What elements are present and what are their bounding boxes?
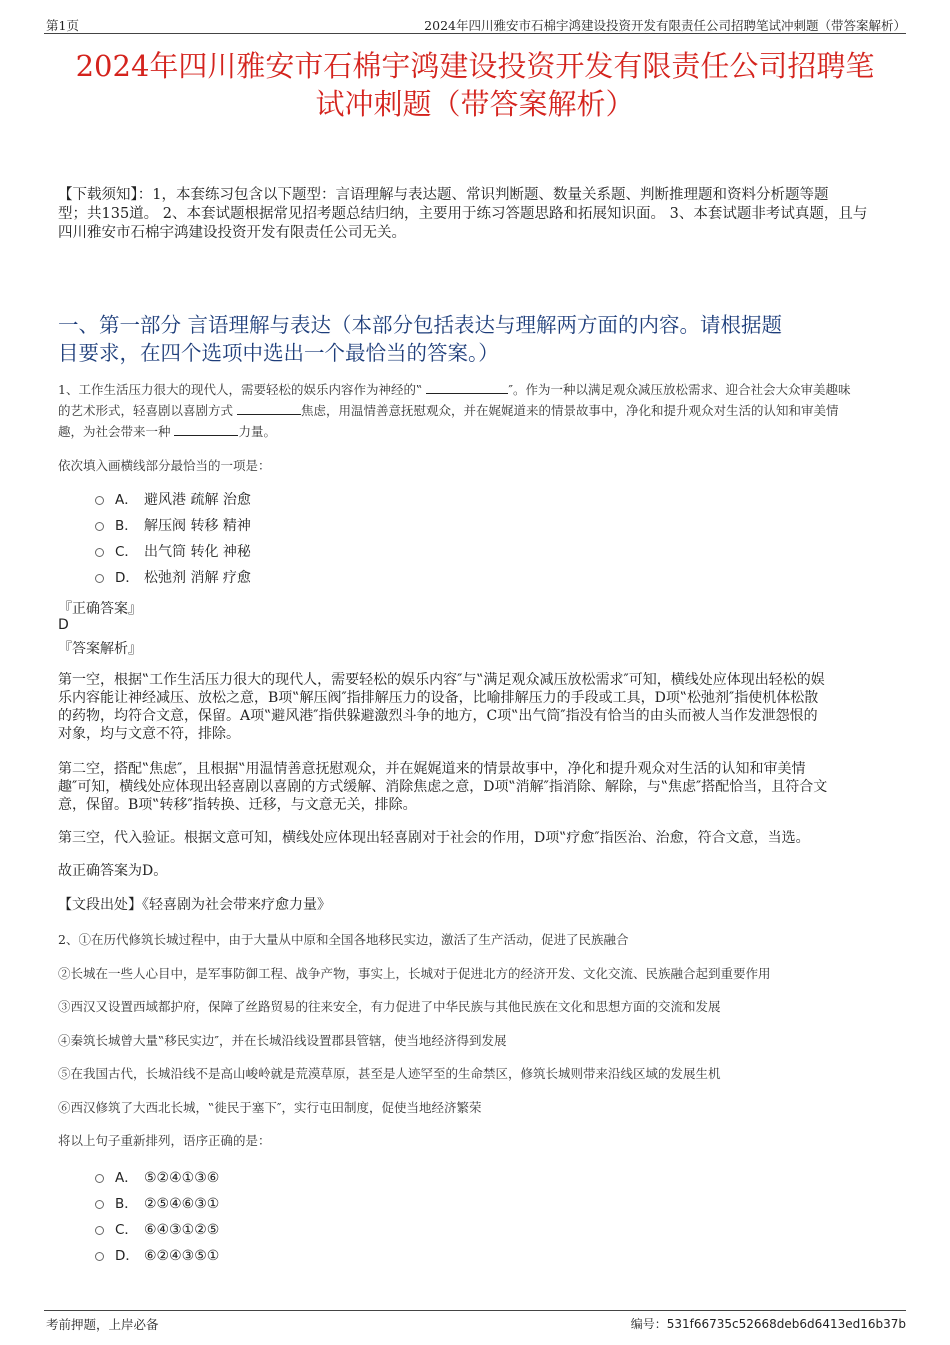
- stem-text: 1、工作生活压力很大的现代人，需要轻松的娱乐内容作为神经的‟: [58, 382, 427, 397]
- question-2-sentence-2: ②长城在一些人心目中，是军事防御工程、战争产物，事实上，长城对于促进北方的经济开发、文化交流、民族融合起到重要作用: [58, 966, 771, 981]
- analysis-para-2-line1: 第二空，搭配‟焦虑″，且根据‟用温情善意抚慰观众，并在娓娓道来的情景故事中，净化和提升观众对生活的认知和审美情: [58, 761, 806, 777]
- option-key: D．: [115, 570, 139, 586]
- question-2-prompt: 将以上句子重新排列，语序正确的是：: [58, 1133, 271, 1148]
- radio-icon[interactable]: [95, 1252, 104, 1261]
- footer-slogan: 考前押题，上岸必备: [46, 1317, 159, 1332]
- q2-option-d[interactable]: [95, 1246, 219, 1266]
- fill-blank-2: [237, 402, 301, 415]
- option-text: ②⑤④⑥③①: [144, 1196, 220, 1212]
- analysis-conclusion: 故正确答案为D。: [58, 863, 168, 879]
- option-key: A．: [115, 492, 138, 508]
- analysis-para-1-line3: 的药物，均符合文意，保留。A项‟避风港″指供躲避激烈斗争的地方，C项‟出气筒″指没有恰当的由头而被人当作发泄怨恨的: [58, 708, 818, 724]
- option-key: B．: [115, 518, 138, 534]
- analysis-para-1-line2: 乐内容能让神经减压、放松之意，B项‟解压阀″指排解压力的设备，比喻排解压力的手段或工具，D项‟松弛剂″指使机体松散: [58, 690, 819, 706]
- fill-blank-1: [426, 381, 508, 394]
- document-title-line1: 2024年四川雅安市石棉宇鸿建设投资开发有限责任公司招聘笔: [75, 49, 875, 83]
- option-key: C．: [115, 544, 138, 560]
- analysis-para-3: 第三空，代入验证。根据文意可知，横线处应体现出轻喜剧对于社会的作用，D项‟疗愈″指医治、治愈，符合文意，当选。: [58, 830, 810, 846]
- question-1-stem-line2: [58, 401, 900, 421]
- footer-doc-id: 编号：531f66735c52668deb6d6413ed16b37b: [630, 1317, 906, 1331]
- correct-answer-value: D: [58, 617, 69, 633]
- download-notice-line3: 四川雅安市石棉宇鸿建设投资开发有限责任公司无关。: [58, 225, 406, 241]
- source-citation: 【文段出处】《轻喜剧为社会带来疗愈力量》: [58, 897, 331, 913]
- fill-blank-3: [174, 423, 238, 436]
- option-text: 解压阀 转移 精神: [144, 518, 251, 534]
- option-text: ⑥②④③⑤①: [144, 1248, 220, 1264]
- option-a[interactable]: [95, 490, 251, 510]
- stem-text: 焦虑，用温情善意抚慰观众，并在娓娓道来的情景故事中，净化和提升观众对生活的认知和审美情: [300, 403, 839, 418]
- option-text: 松弛剂 消解 疗愈: [144, 570, 251, 586]
- page-number: 第1页: [46, 18, 79, 33]
- radio-icon[interactable]: [95, 522, 104, 531]
- stem-text: 趣，为社会带来一种: [58, 424, 175, 439]
- option-b[interactable]: [95, 516, 251, 536]
- download-notice-line1: 【下载须知】：1，本套练习包含以下题型：言语理解与表达题、常识判断题、数量关系题、判断推理题和资料分析题等题: [58, 187, 829, 203]
- radio-icon[interactable]: [95, 574, 104, 583]
- question-2-sentence-1: 2、①在历代修筑长城过程中，由于大量从中原和全国各地移民实边，激活了生产活动，促进了民族融合: [58, 932, 629, 947]
- radio-icon[interactable]: [95, 496, 104, 505]
- option-c[interactable]: [95, 542, 251, 562]
- option-d[interactable]: [95, 568, 251, 588]
- radio-icon[interactable]: [95, 548, 104, 557]
- option-key: D．: [115, 1248, 139, 1264]
- question-2-sentence-6: ⑥西汉修筑了大西北长城，‟徙民于塞下″，实行屯田制度，促使当地经济繁荣: [58, 1100, 482, 1115]
- analysis-para-1-line4: 对象，均与文意不符，排除。: [58, 726, 240, 742]
- download-notice-line2: 型；共135道。 2、本套试题根据常见招考题总结归纳，主要用于练习答题思路和拓展知识面。 3、本套试题非考试真题，且与: [58, 206, 868, 222]
- option-text: 出气筒 转化 神秘: [144, 544, 251, 560]
- analysis-label: 『答案解析』: [58, 641, 142, 657]
- q2-option-c[interactable]: [95, 1220, 219, 1240]
- stem-text: 力量。: [238, 424, 276, 439]
- header-divider: [44, 33, 906, 34]
- radio-icon[interactable]: [95, 1200, 104, 1209]
- analysis-para-2-line3: 意，保留。B项‟转移″指转换、迁移，与文意无关，排除。: [58, 797, 417, 813]
- option-key: A．: [115, 1170, 138, 1186]
- stem-text: 的艺术形式，轻喜剧以喜剧方式: [58, 403, 237, 418]
- analysis-para-1-line1: 第一空，根据‟工作生活压力很大的现代人，需要轻松的娱乐内容″与‟满足观众减压放松需求″可知，横线处应体现出轻松的娱: [58, 672, 825, 688]
- correct-answer-label: 『正确答案』: [58, 601, 142, 617]
- option-key: B．: [115, 1196, 138, 1212]
- question-2-sentence-4: ④秦筑长城曾大量‟移民实边″，并在长城沿线设置郡县管辖，使当地经济得到发展: [58, 1033, 507, 1048]
- footer-divider: [44, 1310, 906, 1311]
- q2-option-a[interactable]: [95, 1168, 219, 1188]
- document-title-line2: 试冲刺题（带答案解析）: [315, 87, 635, 121]
- section-heading-line1: 一、第一部分 言语理解与表达（本部分包括表达与理解两方面的内容。请根据题: [58, 313, 783, 337]
- option-text: 避风港 疏解 治愈: [144, 492, 251, 508]
- stem-text: ″。作为一种以满足观众减压放松需求、迎合社会大众审美趣味: [508, 382, 851, 397]
- question-1-stem-line3: [58, 422, 900, 442]
- option-text: ⑤②④①③⑥: [144, 1170, 220, 1186]
- question-2-sentence-5: ⑤在我国古代，长城沿线不是高山峻岭就是荒漠草原，甚至是人迹罕至的生命禁区，修筑长城则带来沿线区域的发展生机: [58, 1066, 721, 1081]
- q2-option-b[interactable]: [95, 1194, 219, 1214]
- question-2-sentence-3: ③西汉又设置西域都护府，保障了丝路贸易的往来安全，有力促进了中华民族与其他民族在文化和思想方面的交流和发展: [58, 999, 721, 1014]
- option-key: C．: [115, 1222, 138, 1238]
- radio-icon[interactable]: [95, 1174, 104, 1183]
- running-header-title: 2024年四川雅安市石棉宇鸿建设投资开发有限责任公司招聘笔试冲刺题（带答案解析）: [424, 18, 906, 33]
- analysis-para-2-line2: 趣″可知，横线处应体现出轻喜剧以喜剧的方式缓解、消除焦虑之意，D项‟消解″指消除、解除，与‟焦虑″搭配恰当，且符合文: [58, 779, 828, 795]
- option-text: ⑥④③①②⑤: [144, 1222, 220, 1238]
- question-1-prompt: 依次填入画横线部分最恰当的一项是：: [58, 458, 271, 473]
- section-heading-line2: 目要求，在四个选项中选出一个最恰当的答案。）: [58, 341, 499, 365]
- radio-icon[interactable]: [95, 1226, 104, 1235]
- question-1-stem-line1: [58, 380, 900, 400]
